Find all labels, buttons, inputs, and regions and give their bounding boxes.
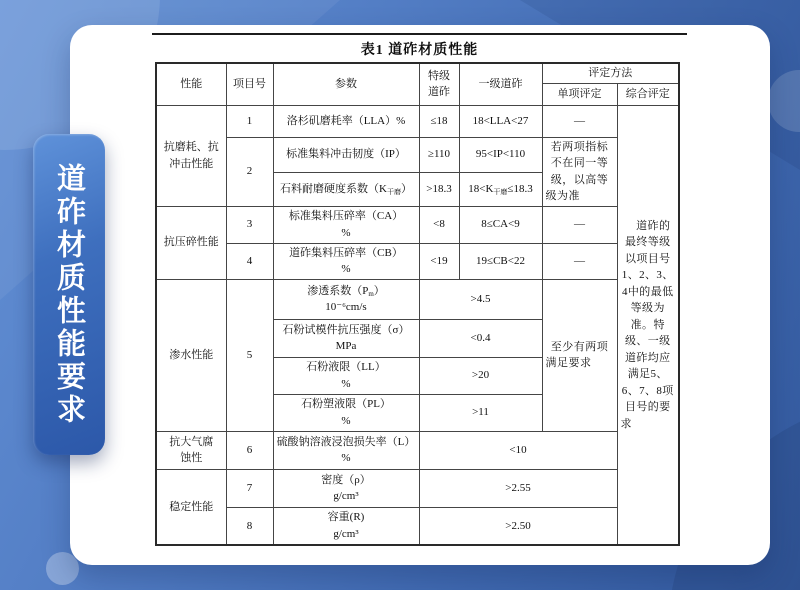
table-row <box>156 137 679 172</box>
item-no-cell: 7 <box>226 469 273 507</box>
special-grade-cell: >18.3 <box>419 172 459 206</box>
group-cell-atmospheric <box>156 431 226 469</box>
item-no-cell: 3 <box>226 206 273 243</box>
value-cell: >2.50 <box>419 507 617 545</box>
header-item-no: 项目号 <box>226 63 273 105</box>
param-cell <box>273 319 419 357</box>
param-text: ） <box>400 182 412 195</box>
value-text: 18<K <box>468 182 494 195</box>
param-line1: 容重(R) <box>327 511 365 524</box>
special-grade-cell: ≥110 <box>419 137 459 172</box>
param-line2: 10⁻⁶cm/s <box>325 301 367 313</box>
group-label: 冲击性能 <box>169 157 214 170</box>
group-label: 蚀性 <box>180 452 203 464</box>
individual-eval-cell: — <box>542 243 617 279</box>
param-subscript: 干磨 <box>386 187 401 196</box>
comprehensive-eval-note-cell <box>617 105 679 545</box>
value-cell: >2.55 <box>419 469 617 507</box>
param-cell <box>273 431 419 469</box>
item-no-cell: 2 <box>226 137 273 206</box>
param-line2: g/cm³ <box>333 490 359 502</box>
header-parameter: 参数 <box>273 63 419 105</box>
param-line2: MPa <box>335 340 357 352</box>
header-performance: 性能 <box>156 63 226 105</box>
param-cell <box>273 279 419 319</box>
item-no-cell: 6 <box>226 431 273 469</box>
param-line2: g/cm³ <box>333 527 359 540</box>
param-text: 石料耐磨硬度系数（K <box>280 182 387 195</box>
table-row <box>156 507 679 545</box>
header-evaluation-method: 评定方法 <box>542 63 679 83</box>
group-cell-crush: 抗压碎性能 <box>156 206 226 279</box>
table-title: 表1 道砟材质性能 <box>360 43 479 58</box>
value-cell: <10 <box>419 431 617 469</box>
param-line2: % <box>341 414 351 427</box>
title-rule <box>152 33 687 35</box>
special-grade-cell: ≤18 <box>419 105 459 137</box>
header-comprehensive-eval: 综合评定 <box>617 83 679 105</box>
param-cell <box>273 206 419 243</box>
param-line1: 标准集料压碎率（CA） <box>288 210 404 222</box>
banner-title: 道砟材质性能要求 <box>53 162 85 427</box>
grade-one-cell: 95<IP<110 <box>459 137 542 172</box>
comprehensive-eval-note: 道砟的最终等级以项目号1、2、3、4中的最低等级为准。特级、一级道砟均应满足5、6、7、8项目号的要求 <box>620 219 674 430</box>
group-label: 抗大气腐 <box>169 435 214 448</box>
param-subscript: m <box>368 289 374 298</box>
param-line2: % <box>341 263 351 275</box>
item-no-cell: 5 <box>226 279 273 431</box>
value-cell: >4.5 <box>419 279 542 319</box>
header-special-grade-line2: 道砟 <box>428 86 450 99</box>
value-cell: >20 <box>419 357 542 394</box>
value-subscript: 干磨 <box>493 187 508 196</box>
grade-one-cell <box>459 172 542 206</box>
param-text: ） <box>373 284 385 297</box>
content-card <box>70 25 770 565</box>
grade-one-cell: 8≤CA<9 <box>459 206 542 243</box>
individual-eval-cell: — <box>542 105 617 137</box>
value-cell: <0.4 <box>419 319 542 357</box>
param-cell <box>273 172 419 206</box>
param-line1: 石粉塑液限（PL） <box>301 398 391 410</box>
param-line1: 硫酸钠溶液浸泡损失率（L） <box>276 435 416 448</box>
grade-one-cell: 18<LLA<27 <box>459 105 542 137</box>
table-row <box>156 206 679 243</box>
table-row <box>156 243 679 279</box>
header-individual-eval: 单项评定 <box>542 83 617 105</box>
value-text: ≤18.3 <box>507 182 533 195</box>
value-cell: >11 <box>419 394 542 431</box>
item-no-cell: 4 <box>226 243 273 279</box>
group-label: 抗磨耗、抗 <box>163 141 219 153</box>
special-grade-cell: <8 <box>419 206 459 243</box>
table-row <box>156 105 679 137</box>
param-line1: 石粉试模件抗压强度（σ） <box>282 323 410 336</box>
group-cell-wear-impact <box>156 105 226 206</box>
param-cell <box>273 394 419 431</box>
individual-eval-cell: — <box>542 206 617 243</box>
special-grade-cell: <19 <box>419 243 459 279</box>
ballast-quality-table <box>155 62 680 546</box>
param-cell <box>273 469 419 507</box>
header-special-grade-line1: 特级 <box>428 69 450 82</box>
param-cell: 标准集料冲击韧度（IP） <box>273 137 419 172</box>
table-row <box>156 279 679 319</box>
individual-eval-cell: 至少有两项满足要求 <box>542 279 617 431</box>
item-no-cell: 1 <box>226 105 273 137</box>
param-line1: 道砟集料压碎率（CB） <box>289 246 403 259</box>
param-line1: 密度（ρ） <box>321 473 371 486</box>
header-special-grade <box>419 63 459 105</box>
param-line2: % <box>341 226 351 239</box>
param-cell <box>273 507 419 545</box>
param-line1 <box>277 283 416 300</box>
group-cell-stability: 稳定性能 <box>156 469 226 545</box>
param-cell <box>273 357 419 394</box>
grade-one-cell: 19≤CB<22 <box>459 243 542 279</box>
item-no-cell: 8 <box>226 507 273 545</box>
table-row <box>156 469 679 507</box>
group-cell-permeability: 渗水性能 <box>156 279 226 431</box>
param-line1: 石粉液限（LL） <box>306 361 386 373</box>
individual-eval-cell: 若两项指标不在同一等级，以高等级为准 <box>542 137 617 206</box>
param-line2: % <box>341 377 351 390</box>
param-cell <box>273 243 419 279</box>
param-line2: % <box>341 452 351 464</box>
param-text: 渗透系数（P <box>307 284 369 297</box>
header-grade-one: 一级道砟 <box>459 63 542 105</box>
param-cell: 洛杉矶磨耗率（LLA）% <box>273 105 419 137</box>
table-row <box>156 431 679 469</box>
side-banner <box>33 134 105 455</box>
